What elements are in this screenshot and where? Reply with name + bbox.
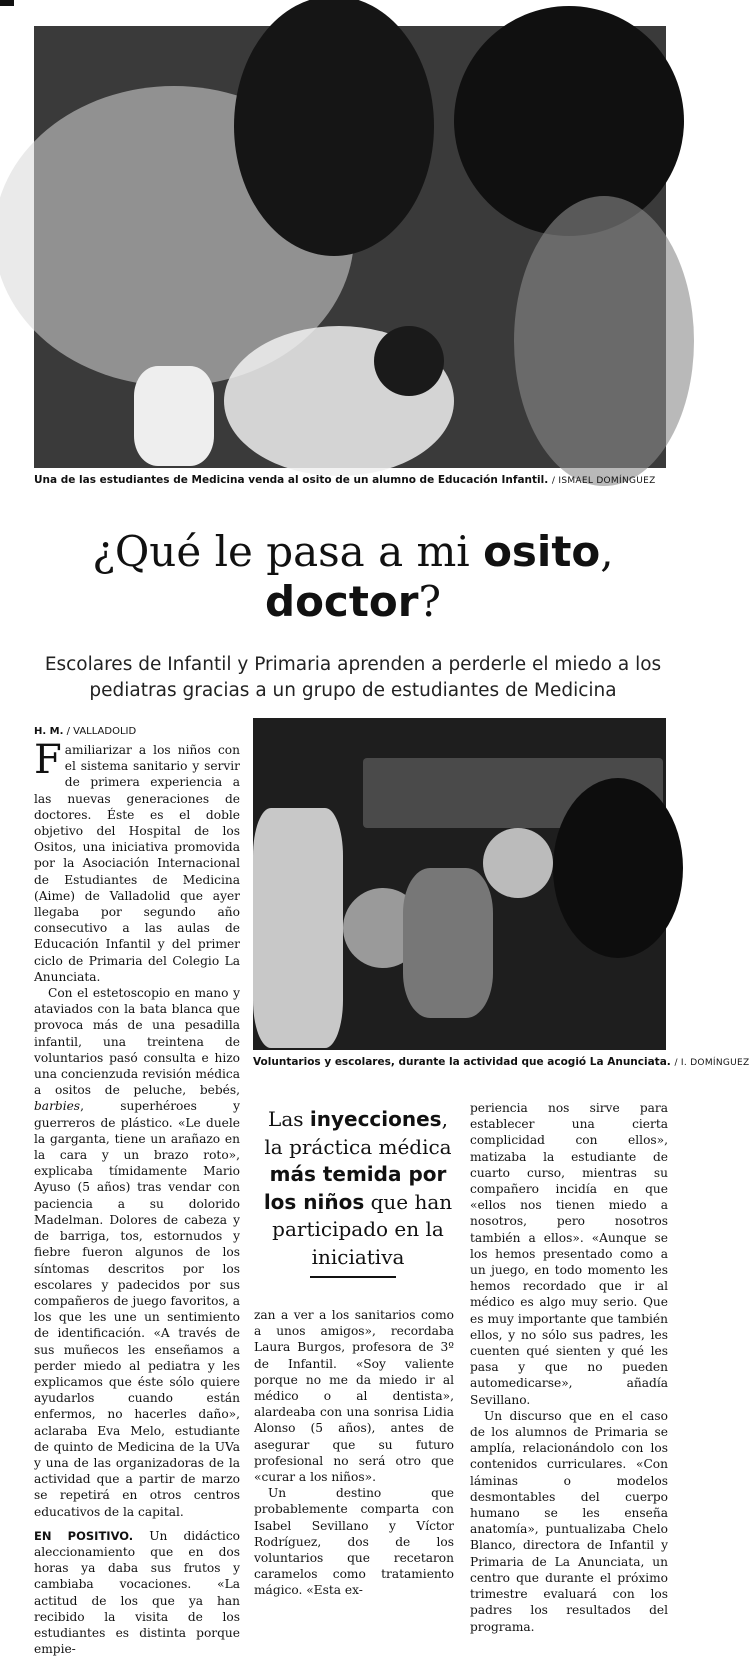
paragraph: EN POSITIVO. Un didáctico aleccionamiento que en dos horas ya daba sus frutos y cambiaba vocaciones. «La actitud de los que ya han recibido la visita de los estudiantes es distinta porque empie-	[34, 1528, 240, 1657]
headline-line-2: doctor?	[265, 577, 441, 626]
corner-mark	[0, 0, 14, 6]
middle-caption-text: Voluntarios y escolares, durante la actividad que acogió La Anunciata.	[253, 1056, 671, 1068]
top-photo-caption	[34, 474, 656, 486]
article-column-2	[254, 1307, 454, 1599]
byline	[34, 726, 136, 737]
paragraph: Un discurso que en el caso de los alumnos de Primaria se amplía, relacionándolo con los contenidos curriculares. «Con láminas o modelos desmontables del cuerpo humano se les enseña anatomía», puntualizaba Chelo Blanco, directora de Infantil y Primaria de La Anunciata, un centro que durante el próximo trimestre evaluará con los padres los resultados del programa.	[470, 1408, 668, 1634]
pull-quote: Las inyecciones, la práctica médica más temida por los niños que han participado en la iniciativa	[263, 1107, 453, 1269]
paragraph: Familiarizar a los niños con el sistema sanitario y servir de primera experiencia a las nuevas generaciones de doctores. Éste es el doble objetivo del Hospital de los Ositos, una iniciativa promovida por la Asociación Internacional de Estudiantes de Medicina (Aime) de Valladolid que ayer llegaba por segundo año consecutivo a las aulas de Educación Infantil y del primer ciclo de Primaria del Colegio La Anunciata.	[34, 737, 240, 984]
article-column-3	[470, 1100, 668, 1635]
middle-caption-credit: / I. DOMÍNGUEZ	[674, 1058, 750, 1068]
middle-photo-caption	[253, 1056, 750, 1068]
article-column-1	[34, 737, 240, 1657]
headline	[0, 527, 706, 627]
paragraph: Con el estetoscopio en mano y ataviados con la bata blanca que provoca más de una pesadilla infantil, una treintena de voluntarios pasó consulta e hizo una concienzuda revisión médica a ositos de peluche, bebés, barbies, superhéroes y guerreros de plástico. «Le duele la garganta, tiene un arañazo en la cara y un brazo roto», explicaba tímidamente Mario Ayuso (5 años) tras vendar con paciencia a su dolorido Madelman. Dolores de cabeza y de barriga, tos, estornudos y fiebre fueron algunos de los síntomas descritos por los escolares y padecidos por sus compañeros de juego favoritos, a los que les une un sentimiento de identificación. «A través de sus muñecos les enseñamos a perder miedo al pediatra y les explicamos que éste sólo quiere ayudarlos cuando están enfermos, no hacerles daño», aclaraba Eva Melo, estudiante de quinto de Medicina de la UVa y una de las organizadoras de la actividad que a partir de marzo se repetirá en otros centros educativos de la capital.	[34, 986, 240, 1519]
byline-place: / VALLADOLID	[66, 726, 137, 737]
middle-photo	[253, 718, 666, 1050]
section-heading: EN POSITIVO.	[34, 1528, 134, 1543]
paragraph: zan a ver a los sanitarios como a unos amigos», recordaba Laura Burgos, profesora de 3º de Infantil. «Soy valiente porque no me da miedo ir al médico o al dentista», alardeaba con una sonrisa Lidia Alonso (5 años), antes de asegurar que su futuro profesional no será otro que «curar a los niños».	[254, 1308, 454, 1485]
headline-line-1: ¿Qué le pasa a mi osito,	[92, 527, 614, 576]
pull-quote-rule	[310, 1276, 396, 1278]
byline-author: H. M.	[34, 726, 64, 737]
top-photo	[34, 26, 666, 468]
paragraph: periencia nos sirve para establecer una cierta complicidad con ellos», matizaba la estudiante de cuarto curso, mientras su compañero incidía en que «ellos nos tienen miedo a nosotros, pero nosotros también a ellos». «Aunque se los hemos presentado como a un juego, en todo momento les hemos recordado que ir al médico es algo muy serio. Que es muy importante que también ellos, y no sólo sus padres, les cuenten qué sienten y qué les pasa y que no pueden automedicarse», añadía Sevillano.	[470, 1101, 668, 1407]
top-caption-text: Una de las estudiantes de Medicina venda al osito de un alumno de Educación Infantil.	[34, 474, 549, 486]
subheadline: Escolares de Infantil y Primaria aprenden a perderle el miedo a los pediatras gracias a un grupo de estudiantes de Medicina	[44, 654, 662, 701]
paragraph: Un destino que probablemente comparta con Isabel Sevillano y Víctor Rodríguez, dos de los voluntarios que recetaron caramelos como tratamiento mágico. «Esta ex-	[254, 1486, 454, 1598]
top-caption-credit: / ISMAEL DOMÍNGUEZ	[551, 476, 656, 486]
